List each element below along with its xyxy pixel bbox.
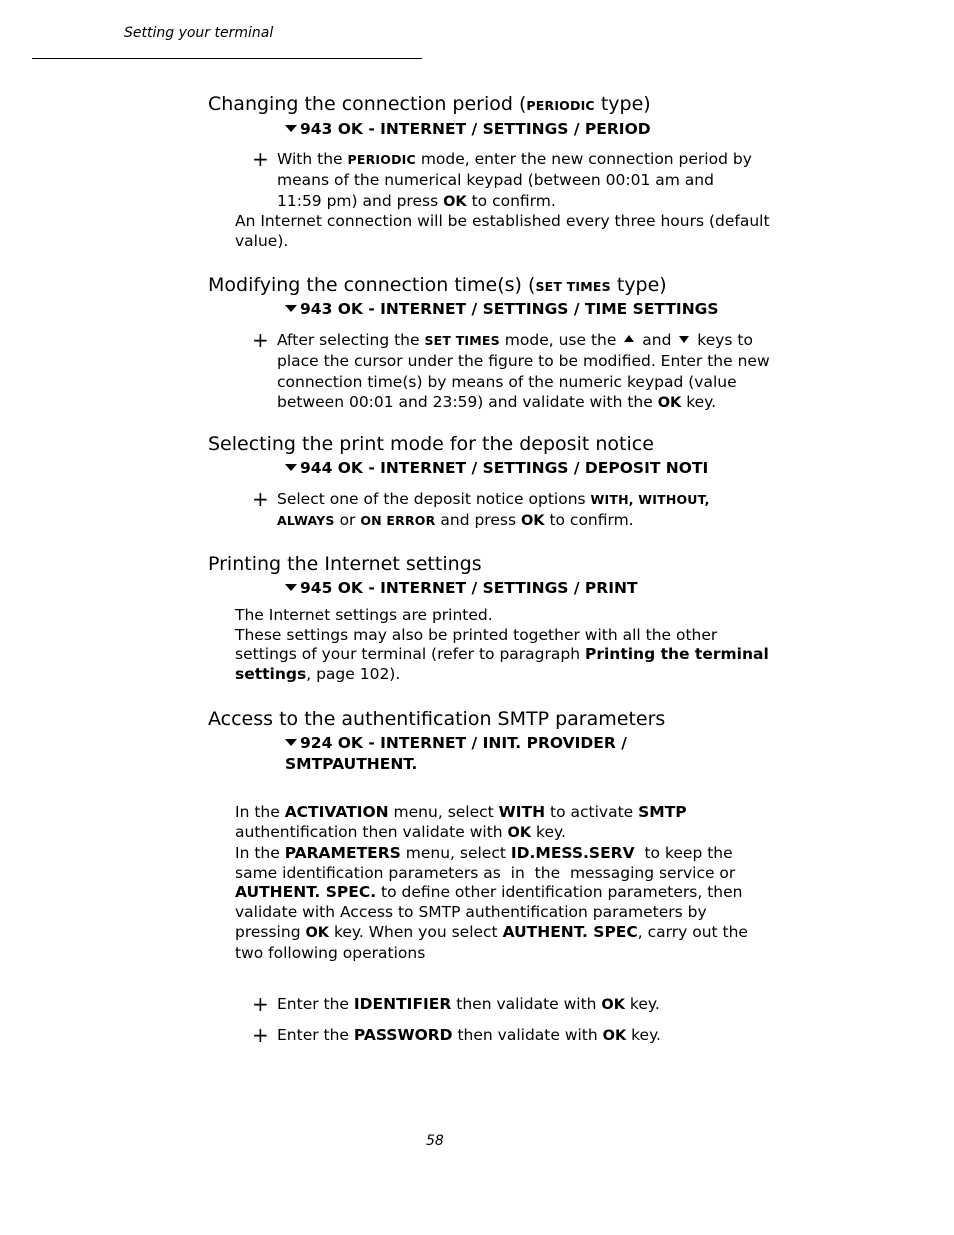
text: key. — [681, 392, 717, 411]
menu-path-text: 943 OK - INTERNET / SETTINGS / PERIOD — [300, 120, 651, 138]
ok-key: OK — [602, 1028, 627, 1044]
menu-path-text: 924 OK - INTERNET / INIT. PROVIDER / — [300, 734, 627, 752]
keyword: PARAMETERS — [284, 844, 401, 862]
header-rule — [32, 58, 422, 59]
menu-path-text: 944 OK - INTERNET / SETTINGS / DEPOSIT NOTI — [300, 459, 709, 477]
text: to define other identification parameters, then — [376, 883, 743, 902]
text: keys to — [692, 331, 753, 349]
text: menu, select — [388, 803, 499, 821]
keyword: ID.MESS.SERV — [510, 844, 635, 862]
note-paragraph — [235, 212, 780, 251]
text: to confirm. — [466, 191, 556, 210]
text: validate with Access to SMTP authentification parameters by — [235, 903, 707, 922]
text: place the cursor under the figure to be modified. Enter the new — [277, 352, 770, 371]
text: and press — [435, 511, 521, 530]
menu-path-text: 943 OK - INTERNET / SETTINGS / TIME SETTINGS — [300, 300, 719, 318]
ok-key: OK — [443, 193, 467, 210]
text: to keep the — [634, 844, 733, 862]
down-triangle-icon — [285, 464, 297, 471]
text: Enter the — [277, 1026, 354, 1044]
text: means of the numerical keypad (between 00:01 am and — [277, 171, 714, 190]
ok-key: OK — [305, 924, 330, 941]
keyword: PASSWORD — [353, 1026, 453, 1044]
text: , page 102). — [306, 665, 401, 684]
text: menu, select — [400, 844, 511, 862]
text: connection time(s) by means of the numeric keypad (value — [277, 372, 737, 391]
text: same identification parameters as in the messaging service or — [235, 863, 736, 882]
section-heading-smtp: Access to the authentification SMTP parameters — [208, 708, 666, 730]
heading-text: type) — [610, 274, 667, 296]
up-arrow-icon — [624, 335, 634, 342]
heading-text: Modifying the connection time(s) ( — [208, 274, 536, 296]
text: value). — [235, 231, 289, 250]
text: key. When you select — [329, 922, 503, 941]
keyword: PERIODIC — [347, 152, 416, 167]
text: mode, enter the new connection period by — [415, 150, 752, 168]
menu-path — [285, 733, 627, 754]
text: key. — [626, 1026, 661, 1044]
text: 11:59 pm) and press — [277, 191, 444, 210]
text: to activate — [545, 803, 639, 821]
cross-reference: Printing the terminal — [584, 645, 769, 664]
menu-path-continuation: SMTPAUTHENT. — [285, 755, 418, 773]
running-header: Setting your terminal — [124, 25, 274, 41]
paragraph — [235, 844, 780, 963]
page-number: 58 — [426, 1133, 444, 1149]
menu-path-text: 945 OK - INTERNET / SETTINGS / PRINT — [300, 579, 638, 597]
text: The Internet settings are printed. — [235, 606, 493, 624]
text: mode, use the — [499, 331, 622, 349]
text: , carry out the — [637, 922, 748, 941]
cross-reference: settings — [235, 665, 307, 684]
section-heading-print: Printing the Internet settings — [208, 553, 482, 575]
text: key. — [531, 822, 566, 841]
keyword: WITH — [498, 803, 546, 821]
text: then validate with — [451, 995, 602, 1013]
down-triangle-icon — [285, 584, 297, 591]
keyword: ON ERROR — [360, 513, 436, 529]
text: With the — [277, 150, 348, 168]
heading-text: type) — [594, 93, 651, 115]
text: then validate with — [452, 1026, 603, 1044]
text: pressing — [235, 922, 306, 941]
ok-key: OK — [657, 394, 682, 411]
keyword: AUTHENT. SPEC — [502, 922, 638, 941]
menu-path — [285, 119, 651, 140]
section-heading-times — [208, 274, 667, 296]
text: Select one of the deposit notice options — [277, 490, 591, 508]
bullet-marker: + — [252, 992, 269, 1016]
heading-text: Changing the connection period ( — [208, 93, 527, 115]
paragraph — [235, 803, 780, 843]
down-triangle-icon — [285, 739, 297, 746]
keyword: SMTP — [638, 803, 687, 821]
bullet-text — [277, 489, 777, 532]
keyword: SET TIMES — [424, 333, 500, 348]
ok-key: OK — [601, 997, 625, 1013]
text: two following operations — [235, 943, 426, 962]
bullet-text — [277, 994, 777, 1015]
down-arrow-icon — [679, 336, 689, 343]
menu-path — [285, 458, 708, 479]
bullet-text — [277, 149, 777, 212]
ok-key: OK — [520, 513, 545, 530]
keyword: ACTIVATION — [284, 803, 389, 821]
menu-path — [285, 299, 719, 320]
keyword: IDENTIFIER — [353, 995, 452, 1013]
text: In the — [235, 844, 285, 862]
bullet-text — [277, 330, 777, 413]
down-triangle-icon — [285, 305, 297, 312]
text: An Internet connection will be established every three hours (default — [235, 212, 770, 230]
bullet-marker: + — [252, 487, 269, 511]
text: to confirm. — [544, 511, 634, 530]
ok-key: OK — [507, 824, 532, 841]
bullet-text — [277, 1025, 777, 1046]
bullet-marker: + — [252, 328, 269, 352]
bullet-marker: + — [252, 147, 269, 171]
text: Enter the — [277, 995, 354, 1013]
section-heading-period — [208, 93, 651, 115]
keyword: ALWAYS — [277, 513, 335, 529]
menu-path — [285, 578, 638, 599]
text: authentification then validate with — [235, 822, 508, 841]
paragraph — [235, 606, 780, 685]
heading-keyword: SET TIMES — [535, 279, 611, 294]
text: These settings may also be printed together with all the other — [235, 625, 718, 644]
text: and — [637, 331, 677, 349]
text: between 00:01 and 23:59) and validate with the — [277, 392, 658, 411]
bullet-marker: + — [252, 1023, 269, 1047]
text: key. — [624, 995, 660, 1013]
text: In the — [235, 803, 285, 821]
heading-keyword: PERIODIC — [526, 98, 595, 113]
text: or — [334, 511, 361, 530]
text: After selecting the — [277, 331, 425, 349]
down-triangle-icon — [285, 125, 297, 132]
section-heading-deposit: Selecting the print mode for the deposit notice — [208, 433, 654, 455]
keyword: WITH, WITHOUT, — [590, 492, 710, 507]
text: settings of your terminal (refer to paragraph — [235, 645, 585, 664]
keyword: AUTHENT. SPEC. — [235, 883, 377, 902]
